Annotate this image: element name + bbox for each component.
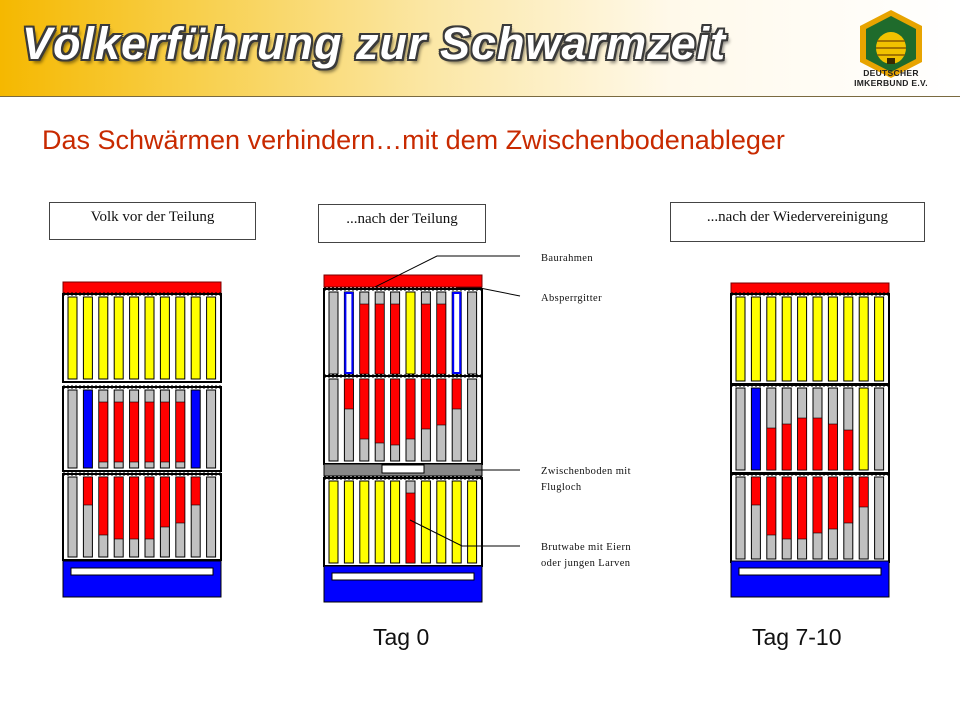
hive-2-comb-1-1 [751,388,760,470]
hive-2-brood-1-4 [798,418,807,470]
hive-0-comb-2-9 [207,477,216,557]
logo-line2: IMKERBUND E.V. [854,78,928,88]
hive-2-comb-1-0 [736,388,745,470]
hive-1-comb-2-9 [468,481,477,563]
hive-2-comb-1-8 [859,388,868,470]
hive-2-brood-2-4 [798,477,807,539]
hive-0-brood-1-3 [114,402,123,462]
hive-2-comb-0-9 [875,297,884,381]
annotation-baurahmen: Baurahmen [541,253,593,264]
hive-2-comb-0-2 [767,297,776,381]
annotation-absperrgitter: Absperrgitter [541,293,602,304]
hive-0-comb-0-3 [114,297,123,379]
hive-0-brood-1-2 [99,402,108,462]
hive-0-brood-1-7 [176,402,185,462]
hive-1-floor [324,566,482,602]
hive-2-comb-0-8 [859,297,868,381]
caption-after-reunion: ...nach der Wiedervereinigung [670,202,925,242]
hive-2-comb-0-0 [736,297,745,381]
hive-1-brood-0-3 [375,304,384,374]
hive-1-brood-1-5 [406,379,415,439]
hive-1-brood-0-6 [421,304,430,374]
hive-1-brood-0-2 [360,304,369,374]
hive-0-comb-1-8 [191,390,200,468]
hive-0-brood-2-2 [99,477,108,535]
hive-0-entrance [71,568,213,575]
annotation-zwischenboden-line1: Zwischenboden mit [541,466,631,477]
hive-2-brood-2-2 [767,477,776,535]
hive-0-comb-2-0 [68,477,77,557]
hive-2-brood-1-2 [767,428,776,470]
hive-1-brood-1-1 [344,379,353,409]
hive-0-brood-2-4 [130,477,139,539]
hive-2-comb-2-0 [736,477,745,559]
hive-2-brood-1-6 [828,424,837,470]
hive-1-comb-0-5 [406,292,415,374]
hive-1-comb-2-6 [421,481,430,563]
hive-1-brood-2-5 [406,493,415,563]
hive-0-lid [63,282,221,294]
hive-1-comb-2-0 [329,481,338,563]
hive-1-comb-1-9 [468,379,477,461]
hive-2-comb-0-4 [798,297,807,381]
hive-0-brood-2-6 [160,477,169,527]
caption-after-split: ...nach der Teilung [318,204,486,243]
hive-1-comb-2-1 [344,481,353,563]
hive-1-lid [324,275,482,287]
hive-0-comb-0-6 [160,297,169,379]
hive-2-comb-0-1 [751,297,760,381]
hive-1-brood-1-8 [452,379,461,409]
hive-2-floor [731,561,889,597]
hive-1-comb-2-4 [391,481,400,563]
hive-0-comb-0-9 [207,297,216,379]
hive-0-brood-1-6 [160,402,169,462]
hive-1-comb-1-0 [329,379,338,461]
hive-1-brood-1-6 [421,379,430,429]
hive-2-comb-1-9 [875,388,884,470]
hive-2-comb-0-3 [782,297,791,381]
hive-2-comb-2-9 [875,477,884,559]
hive-2-brood-2-5 [813,477,822,533]
logo-line1: DEUTSCHER [863,68,919,78]
hive-1-brood-1-2 [360,379,369,439]
hive-2-brood-1-5 [813,418,822,470]
hive-1-comb-2-2 [360,481,369,563]
page-title: Völkerführung zur Schwarmzeit [22,18,727,69]
hive-1-comb-2-7 [437,481,446,563]
hive-0-floor [63,561,221,597]
hive-1-brood-0-7 [437,304,446,374]
hive-0-brood-2-1 [83,477,92,505]
hive-0-brood-1-5 [145,402,154,462]
hive-0-comb-0-4 [130,297,139,379]
hive-0-brood-2-5 [145,477,154,539]
hive-0-brood-2-3 [114,477,123,539]
hive-2-brood-2-7 [844,477,853,523]
hive-2-brood-1-3 [782,424,791,470]
hive-0-comb-0-2 [99,297,108,379]
hive-0-comb-0-7 [176,297,185,379]
hive-0-brood-2-7 [176,477,185,523]
hive-0-comb-0-1 [83,297,92,379]
hive-0-brood-2-8 [191,477,200,505]
hive-0-comb-0-5 [145,297,154,379]
hive-0-brood-1-4 [130,402,139,462]
hive-0-comb-1-9 [207,390,216,468]
hive-1-comb-0-0 [329,292,338,374]
annotation-brutwabe-line1: Brutwabe mit Eiern [541,542,632,553]
hive-0-comb-0-0 [68,297,77,379]
hive-2-comb-0-5 [813,297,822,381]
day-label-tag-0: Tag 0 [373,624,430,650]
hive-1-brood-1-4 [391,379,400,445]
subtitle: Das Schwärmen verhindern…mit dem Zwischenbodenableger [42,125,785,155]
hive-0-comb-0-8 [191,297,200,379]
caption-before-split: Volk vor der Teilung [49,202,256,240]
hive-1-brood-0-4 [391,304,400,374]
hive-0-comb-1-0 [68,390,77,468]
hive-2-comb-0-6 [828,297,837,381]
hive-1-brood-1-3 [375,379,384,443]
hive-0-comb-1-1 [83,390,92,468]
hive-2-brood-2-3 [782,477,791,539]
hive-2-brood-1-7 [844,430,853,470]
hive-1-comb-2-8 [452,481,461,563]
hive-1-comb-2-3 [375,481,384,563]
hive-2-brood-2-1 [751,477,760,505]
hive-1-flugloch [382,465,424,473]
annotation-brutwabe-line2: oder jungen Larven [541,558,631,569]
day-label-tag-7-10: Tag 7-10 [752,624,842,650]
hive-1-brood-1-7 [437,379,446,425]
hive-2-entrance [739,568,881,575]
hive-1-comb-0-9 [468,292,477,374]
annotation-zwischenboden-line2: Flugloch [541,482,582,493]
hive-2-comb-0-7 [844,297,853,381]
hive-2-brood-2-6 [828,477,837,529]
hive-2-brood-2-8 [859,477,868,507]
hive-1-entrance [332,573,474,580]
